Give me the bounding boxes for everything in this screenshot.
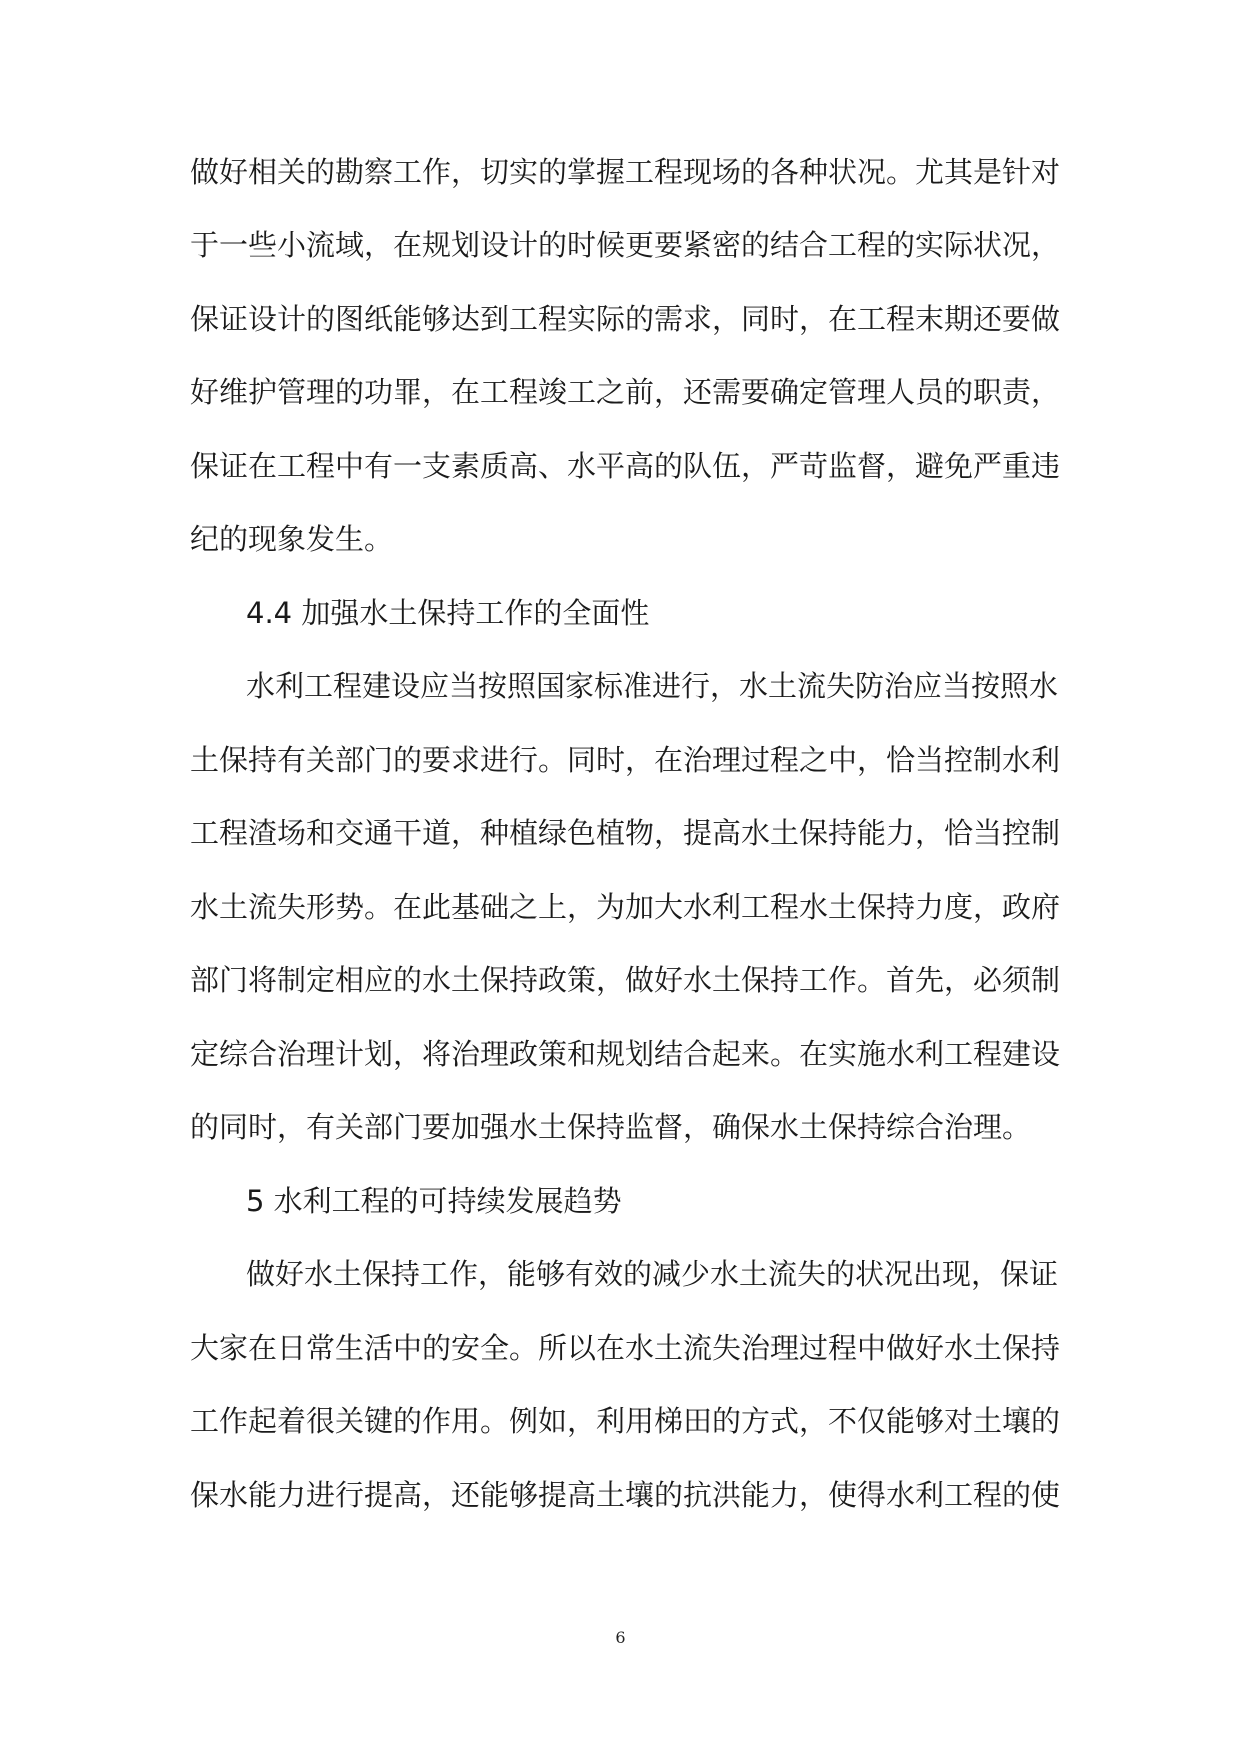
paragraph-line: 工作起着很关键的作用。例如，利用梯田的方式，不仅能够对土壤的 — [190, 1404, 1061, 1438]
paragraph-line: 保证设计的图纸能够达到工程实际的需求，同时，在工程末期还要做 — [190, 302, 1061, 336]
paragraph-line: 土保持有关部门的要求进行。同时，在治理过程之中，恰当控制水利 — [190, 743, 1061, 777]
paragraph-line: 定综合治理计划，将治理政策和规划结合起来。在实施水利工程建设 — [190, 1037, 1061, 1071]
paragraph-line: 部门将制定相应的水土保持政策，做好水土保持工作。首先，必须制 — [190, 963, 1061, 997]
paragraph-line: 保证在工程中有一支素质高、水平高的队伍，严苛监督，避免严重违 — [190, 449, 1061, 483]
section-heading-5: 5 水利工程的可持续发展趋势 — [246, 1184, 622, 1218]
paragraph-line: 水土流失形势。在此基础之上，为加大水利工程水土保持力度，政府 — [190, 890, 1061, 924]
paragraph-line: 纪的现象发生。 — [190, 522, 394, 556]
paragraph-line: 保水能力进行提高，还能够提高土壤的抗洪能力，使得水利工程的使 — [190, 1478, 1061, 1512]
paragraph-line: 做好水土保持工作，能够有效的减少水土流失的状况出现，保证 — [246, 1257, 1059, 1291]
page-number: 6 — [615, 1628, 626, 1647]
paragraph-line: 水利工程建设应当按照国家标准进行，水土流失防治应当按照水 — [246, 669, 1059, 703]
section-heading-4-4: 4.4 加强水土保持工作的全面性 — [246, 596, 650, 630]
paragraph-line: 好维护管理的功罪，在工程竣工之前，还需要确定管理人员的职责， — [190, 375, 1061, 409]
paragraph-line: 大家在日常生活中的安全。所以在水土流失治理过程中做好水土保持 — [190, 1331, 1061, 1365]
paragraph-line: 工程渣场和交通干道，种植绿色植物，提高水土保持能力，恰当控制 — [190, 816, 1061, 850]
paragraph-line: 的同时，有关部门要加强水土保持监督，确保水土保持综合治理。 — [190, 1110, 1032, 1144]
paragraph-line: 做好相关的勘察工作，切实的掌握工程现场的各种状况。尤其是针对 — [190, 155, 1061, 189]
paragraph-line: 于一些小流域，在规划设计的时候更要紧密的结合工程的实际状况， — [190, 228, 1061, 262]
